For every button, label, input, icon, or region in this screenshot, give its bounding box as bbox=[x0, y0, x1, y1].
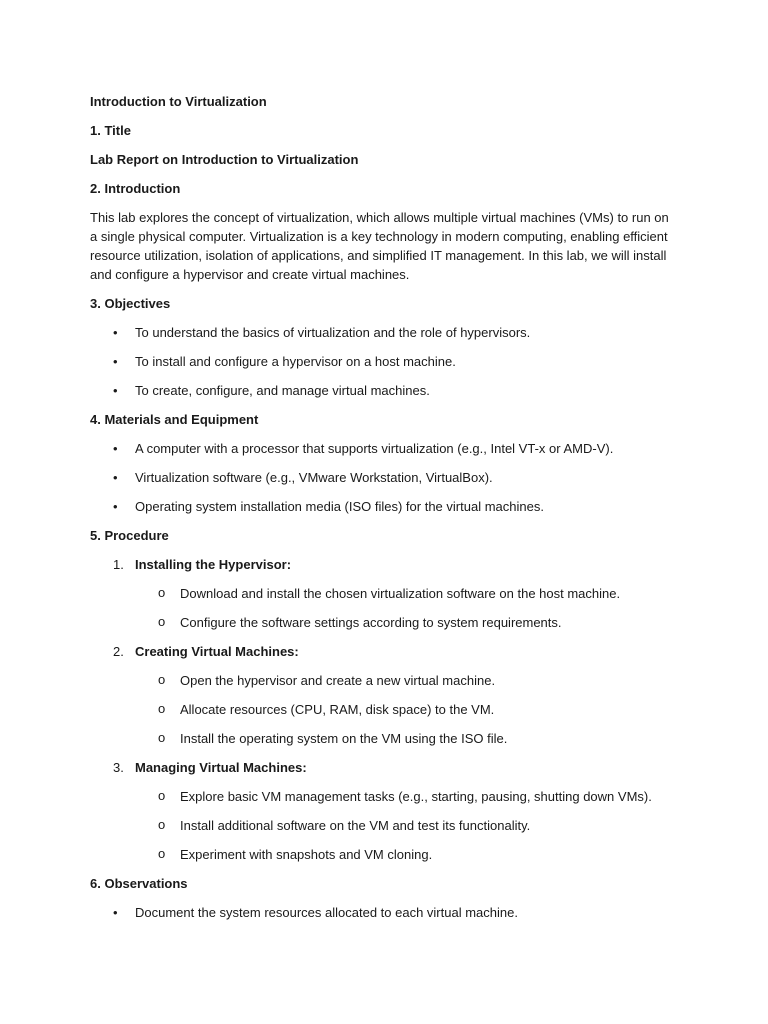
section-heading-observations: 6. Observations bbox=[90, 876, 188, 891]
objectives-list bbox=[90, 323, 672, 400]
sub-bullet-icon: o bbox=[158, 788, 166, 803]
step-title: Creating Virtual Machines: bbox=[135, 644, 299, 659]
list-item-text: To understand the basics of virtualization and the role of hypervisors. bbox=[135, 325, 531, 340]
sub-bullet-icon: o bbox=[158, 730, 166, 745]
list-item-text: Allocate resources (CPU, RAM, disk space) to the VM. bbox=[180, 702, 495, 717]
bullet-icon: • bbox=[113, 905, 118, 920]
list-item bbox=[90, 671, 672, 690]
list-item-text: Virtualization software (e.g., VMware Workstation, VirtualBox). bbox=[135, 470, 493, 485]
procedure-step bbox=[90, 555, 672, 632]
document-title: Introduction to Virtualization bbox=[90, 94, 267, 109]
list-item-text: Open the hypervisor and create a new virtual machine. bbox=[180, 673, 496, 688]
step-heading bbox=[90, 555, 672, 574]
sub-bullet-icon: o bbox=[158, 614, 166, 629]
list-item bbox=[90, 352, 672, 371]
list-item-text: A computer with a processor that supports virtualization (e.g., Intel VT-x or AMD-V). bbox=[135, 441, 614, 456]
sub-bullet-icon: o bbox=[158, 846, 166, 861]
list-item-text: Download and install the chosen virtualization software on the host machine. bbox=[180, 586, 621, 601]
list-item bbox=[90, 323, 672, 342]
sub-bullet-icon: o bbox=[158, 817, 166, 832]
list-item bbox=[90, 816, 672, 835]
step-number: 3. bbox=[113, 760, 124, 775]
list-item bbox=[90, 700, 672, 719]
list-item bbox=[90, 381, 672, 400]
list-item bbox=[90, 468, 672, 487]
list-item bbox=[90, 497, 672, 516]
step-number: 2. bbox=[113, 644, 124, 659]
bullet-icon: • bbox=[113, 383, 118, 398]
list-item-text: Operating system installation media (ISO files) for the virtual machines. bbox=[135, 499, 544, 514]
materials-list bbox=[90, 439, 672, 516]
observations-list bbox=[90, 903, 672, 922]
bullet-icon: • bbox=[113, 441, 118, 456]
list-item bbox=[90, 613, 672, 632]
sub-bullet-icon: o bbox=[158, 701, 166, 716]
sub-bullet-icon: o bbox=[158, 672, 166, 687]
procedure-step bbox=[90, 758, 672, 864]
step-substeps bbox=[90, 584, 672, 632]
list-item-text: Configure the software settings according to system requirements. bbox=[180, 615, 562, 630]
report-title: Lab Report on Introduction to Virtualization bbox=[90, 152, 359, 167]
section-heading-introduction: 2. Introduction bbox=[90, 181, 181, 196]
step-heading bbox=[90, 758, 672, 777]
list-item-text: Explore basic VM management tasks (e.g., starting, pausing, shutting down VMs). bbox=[180, 789, 652, 804]
procedure-step bbox=[90, 642, 672, 748]
list-item bbox=[90, 584, 672, 603]
step-title: Managing Virtual Machines: bbox=[135, 760, 307, 775]
section-heading-objectives: 3. Objectives bbox=[90, 296, 171, 311]
bullet-icon: • bbox=[113, 499, 118, 514]
list-item bbox=[90, 729, 672, 748]
list-item bbox=[90, 439, 672, 458]
step-heading bbox=[90, 642, 672, 661]
list-item-text: Experiment with snapshots and VM cloning. bbox=[180, 847, 433, 862]
list-item-text: To install and configure a hypervisor on a host machine. bbox=[135, 354, 456, 369]
procedure-steps bbox=[90, 555, 672, 864]
list-item-text: Document the system resources allocated to each virtual machine. bbox=[135, 905, 518, 920]
step-substeps bbox=[90, 787, 672, 864]
step-number: 1. bbox=[113, 557, 124, 572]
sub-bullet-icon: o bbox=[158, 585, 166, 600]
section-heading-materials: 4. Materials and Equipment bbox=[90, 412, 259, 427]
bullet-icon: • bbox=[113, 354, 118, 369]
step-title: Installing the Hypervisor: bbox=[135, 557, 292, 572]
list-item-text: Install the operating system on the VM using the ISO file. bbox=[180, 731, 508, 746]
section-heading-procedure: 5. Procedure bbox=[90, 528, 169, 543]
list-item-text: Install additional software on the VM and test its functionality. bbox=[180, 818, 531, 833]
list-item-text: To create, configure, and manage virtual machines. bbox=[135, 383, 430, 398]
bullet-icon: • bbox=[113, 325, 118, 340]
section-heading-title: 1. Title bbox=[90, 123, 131, 138]
step-substeps bbox=[90, 671, 672, 748]
list-item bbox=[90, 787, 672, 806]
bullet-icon: • bbox=[113, 470, 118, 485]
list-item bbox=[90, 845, 672, 864]
introduction-paragraph: This lab explores the concept of virtualization, which allows multiple virtual machines (VMs) to run on a single physical computer. Virtualization is a key technology in modern computing, enabling efficient resource utilization, isolation of applications, and simplified IT management. In this lab, we will install and configure a hypervisor and create virtual machines. bbox=[90, 210, 669, 282]
list-item bbox=[90, 903, 672, 922]
